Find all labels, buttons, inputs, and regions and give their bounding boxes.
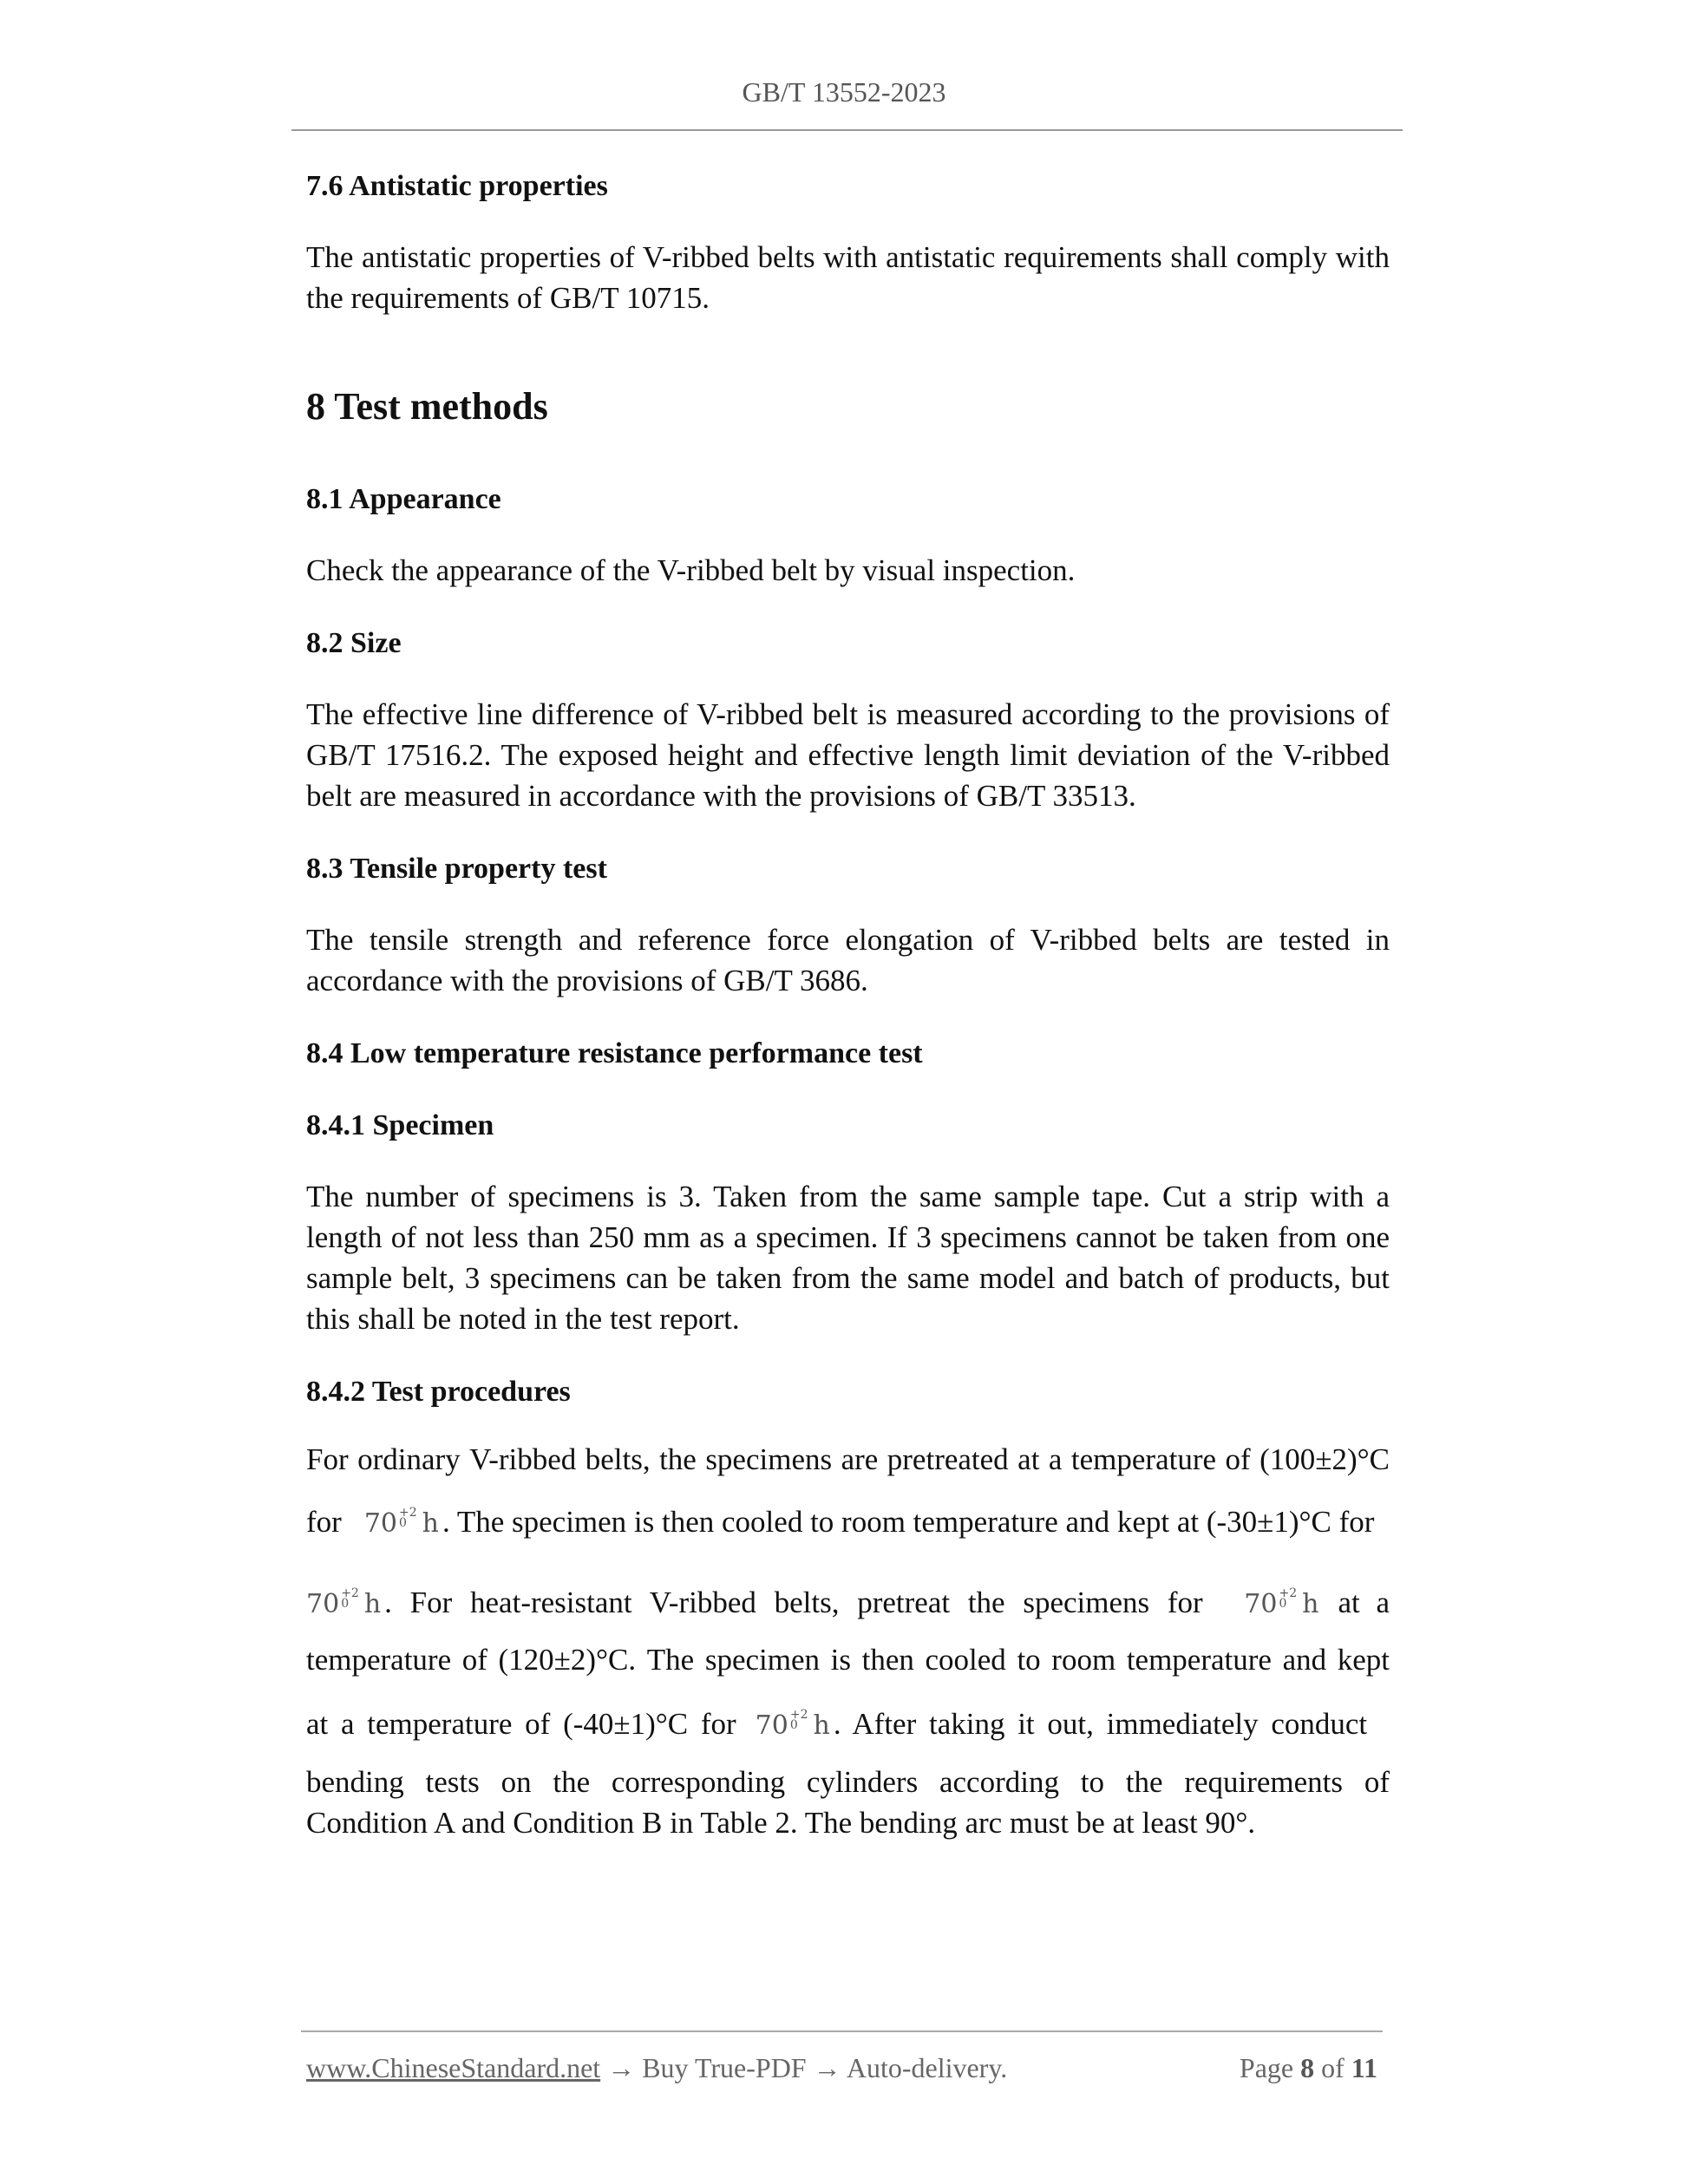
word: to (1017, 1643, 1041, 1677)
header-divider (291, 129, 1403, 131)
tolerance-lower: 0 (341, 1597, 350, 1611)
section-8-1-heading: 8.1 Appearance (306, 483, 501, 515)
text-fragment: for (306, 1505, 342, 1539)
procedure-line-7 (306, 1806, 1390, 1841)
word: the (659, 1442, 697, 1476)
footer-divider (301, 2030, 1383, 2032)
section-7-6-text: The antistatic properties of V-ribbed belts with antistatic requirements shall comply with the requirements of GB/T 10715. (306, 240, 1390, 315)
word: according (939, 1765, 1059, 1799)
tolerance-upper: +2 (341, 1586, 359, 1600)
word: to (1080, 1765, 1104, 1799)
tolerance-lower: 0 (399, 1516, 407, 1530)
word: (120±2)°C. (498, 1643, 637, 1677)
text-fragment: at a (1338, 1586, 1390, 1619)
tolerance-unit: h (422, 1508, 439, 1539)
tolerance-limits (341, 1588, 359, 1609)
time-tolerance (1244, 1586, 1319, 1619)
procedure-line-6 (306, 1765, 1390, 1800)
word: The (646, 1643, 695, 1677)
word: temperature (1070, 1442, 1217, 1476)
word: temperature (1126, 1643, 1272, 1677)
word: V-ribbed (469, 1442, 577, 1476)
page-current: 8 (1300, 2052, 1315, 2083)
time-tolerance (363, 1506, 439, 1539)
word: the (553, 1765, 591, 1799)
word: specimen (704, 1643, 821, 1677)
text-fragment: . For heat-resistant V-ribbed belts, pretreat the specimens for (384, 1586, 1203, 1619)
section-7-6-heading: 7.6 Antistatic properties (306, 170, 608, 202)
section-8-3-text: The tensile strength and reference force elongation of V-ribbed belts are tested in accordance with the provisions of GB/T 3686. (306, 923, 1390, 997)
procedure-line-5 (306, 1707, 1390, 1742)
word: then (861, 1643, 914, 1677)
section-8-3-heading: 8.3 Tensile property test (306, 853, 607, 885)
word: room (1051, 1643, 1116, 1677)
section-8-2-text: The effective line difference of V-ribbed belt is measured according to the provisions of GB/T 17516.2. The exposed height and effective length limit deviation of the V-ribbed belt are measured in accordance with the provisions of GB/T 33513. (306, 697, 1390, 813)
tolerance-upper: +2 (399, 1506, 417, 1520)
tolerance-limits (790, 1710, 808, 1730)
page-of: of (1321, 2052, 1345, 2083)
time-tolerance (755, 1708, 830, 1741)
tolerance-base: 70 (755, 1710, 788, 1741)
arrow-right-icon: → (607, 2052, 636, 2083)
word: a (1048, 1442, 1063, 1476)
word: belts, (585, 1442, 651, 1476)
word: the (1125, 1765, 1163, 1799)
section-8-4-2-heading: 8.4.2 Test procedures (306, 1376, 571, 1408)
buy-pdf-text: Buy True-PDF (642, 2052, 807, 2083)
section-8-heading: 8 Test methods (306, 385, 548, 428)
page-total: 11 (1351, 2052, 1377, 2083)
word: of (1364, 1765, 1390, 1799)
text-fragment: . After taking it out, immediately conduct (833, 1707, 1368, 1741)
word: are (841, 1442, 879, 1476)
word: temperature (306, 1643, 452, 1677)
word: requirements (1184, 1765, 1344, 1799)
word: cooled (925, 1643, 1006, 1677)
word: kept (1337, 1643, 1390, 1677)
header-doc-id: GB/T 13552-2023 (742, 76, 946, 108)
tolerance-unit: h (813, 1710, 830, 1741)
word: cylinders (806, 1765, 919, 1799)
word: is (830, 1643, 851, 1677)
text-fragment: . The specimen is then cooled to room temperature and kept at (-30±1)°C for (442, 1505, 1375, 1539)
section-8-2-heading: 8.2 Size (306, 627, 402, 659)
tolerance-base: 70 (1244, 1589, 1278, 1619)
tolerance-unit: h (363, 1589, 382, 1619)
word: (100±2)°C (1259, 1442, 1390, 1476)
text-fragment: at a temperature of (-40±1)°C for (306, 1707, 736, 1741)
tolerance-unit: h (1302, 1589, 1319, 1619)
site-link[interactable]: www.ChineseStandard.net (306, 2052, 601, 2083)
text-fragment: Condition A and Condition B in Table 2. The bending arc must be at least 90°. (306, 1806, 1256, 1840)
tolerance-lower: 0 (1279, 1597, 1287, 1611)
tolerance-limits (399, 1507, 417, 1528)
tolerance-base: 70 (363, 1508, 397, 1539)
word: pretreated (887, 1442, 1009, 1476)
tolerance-base: 70 (306, 1589, 340, 1619)
word: on (501, 1765, 532, 1799)
word: specimens (705, 1442, 833, 1476)
word: For (306, 1442, 349, 1476)
procedure-line-4 (306, 1643, 1390, 1677)
tolerance-lower: 0 (789, 1718, 798, 1732)
word: at (1017, 1442, 1040, 1476)
procedure-line-1 (306, 1442, 1390, 1477)
word: tests (425, 1765, 480, 1799)
section-8-4-1-heading: 8.4.1 Specimen (306, 1109, 494, 1141)
word: ordinary (357, 1442, 461, 1476)
page-indicator (1240, 2052, 1377, 2084)
word: of (461, 1643, 487, 1677)
auto-delivery-text: Auto-delivery. (846, 2052, 1008, 2083)
time-tolerance (306, 1586, 382, 1619)
word: and (1282, 1643, 1327, 1677)
footer (306, 2052, 1377, 2084)
word: of (1225, 1442, 1251, 1476)
tolerance-upper: +2 (1279, 1586, 1298, 1600)
section-8-4-1-text: The number of specimens is 3. Taken from the same sample tape. Cut a strip with a length of not less than 250 mm as a specimen. If 3 specimens cannot be taken from one sample belt, 3 specimens can be taken from the same model and batch of products, but this shall be noted in the test report. (306, 1180, 1390, 1336)
word: corresponding (611, 1765, 786, 1799)
arrow-right-icon: → (813, 2052, 841, 2083)
procedure-line-2 (306, 1505, 1390, 1540)
tolerance-upper: +2 (789, 1708, 808, 1722)
page-label: Page (1239, 2052, 1294, 2083)
section-8-1-text: Check the appearance of the V-ribbed belt by visual inspection. (306, 553, 1076, 587)
procedure-line-3 (306, 1586, 1390, 1620)
section-8-4-heading: 8.4 Low temperature resistance performance test (306, 1037, 923, 1069)
word: bending (306, 1765, 404, 1799)
tolerance-limits (1279, 1588, 1297, 1609)
